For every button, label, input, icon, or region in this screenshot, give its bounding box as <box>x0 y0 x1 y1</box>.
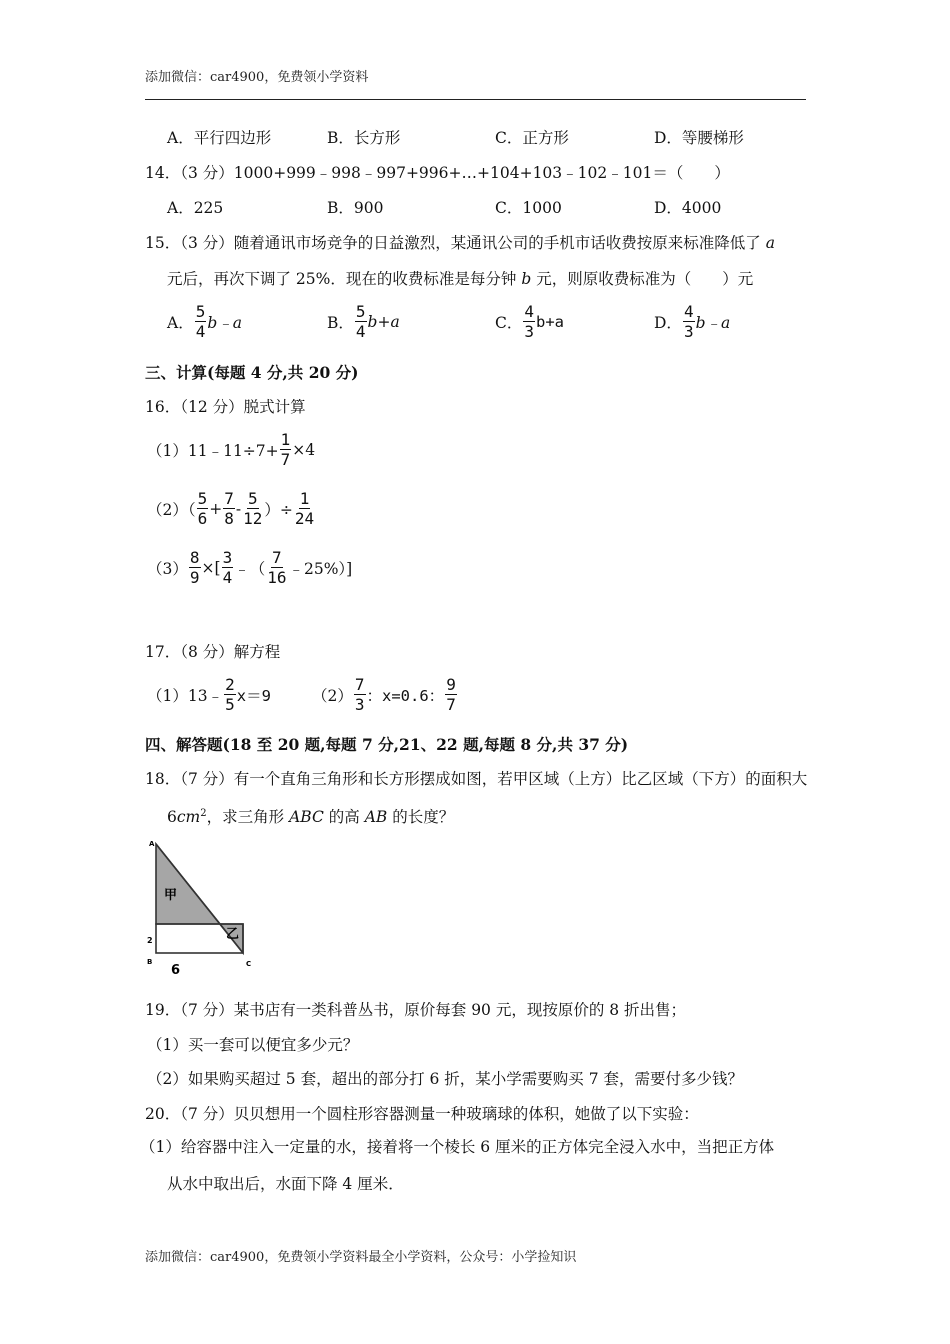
q17-stem: 17．（8 分）解方程 <box>145 643 281 661</box>
q14-stem: 14．（3 分）1000+999﹣998﹣997+996+…+104+103﹣102﹣101＝（ ） <box>145 164 730 182</box>
q13-option-c: C．正方形 <box>495 129 569 147</box>
q14-option-d: D．4000 <box>654 199 722 217</box>
q18-figure <box>140 836 260 978</box>
q17-part1: （1）13﹣ $\frac{2}{5}$ x＝9 <box>147 675 271 714</box>
q20-part1-line1: （1）给容器中注入一定量的水，接着将一个棱长 6 厘米的正方体完全浸入水中，当把正方体 <box>140 1138 775 1156</box>
page-header: 添加微信：car4900，免费领小学资料 <box>145 70 369 85</box>
header-rule <box>145 99 806 100</box>
label-c: C <box>246 960 252 968</box>
q15-line1: 15．（3 分）随着通讯市场竞争的日益激烈，某通讯公司的手机市话收费按原来标准降低了 a <box>145 234 775 252</box>
q19-part2: （2）如果购买超过 5 套，超出的部分打 6 折，某小学需要购买 7 套，需要付多少钱？ <box>147 1070 744 1088</box>
q15-line2: 元后，再次下调了 25%．现在的收费标准是每分钟 b 元，则原收费标准为（ ）元 <box>167 270 754 288</box>
q14-option-b: B．900 <box>327 199 384 217</box>
label-jia: 甲 <box>164 888 178 903</box>
label-six: 6 <box>171 963 181 978</box>
q16-part3: （3） $\frac{8}{9}$ ×[ $\frac{3}{4}$ ﹣（ $\frac{7}{16}$ ﹣25%）] <box>147 548 353 587</box>
q16-stem: 16．（12 分）脱式计算 <box>145 398 306 416</box>
q14-option-a: A．225 <box>167 199 224 217</box>
q15-option-c: C． $\frac{4}{3}$ b+a <box>495 302 565 341</box>
section4-title: 四、解答题(18 至 20 题,每题 7 分,21、22 题,每题 8 分,共 37 分) <box>145 735 629 754</box>
q19-stem: 19．（7 分）某书店有一类科普丛书，原价每套 90 元，现按原价的 8 折出售； <box>145 1001 687 1019</box>
q15-option-b: B． $\frac{5}{4}$ b+a <box>327 302 400 341</box>
q17-part2: （2） $\frac{7}{3}$ ：x=0.6： $\frac{9}{7}$ <box>312 675 456 714</box>
label-yi: 乙 <box>226 927 240 942</box>
q16-part1: （1）11﹣11÷7+ $\frac{1}{7}$ ×4 <box>147 430 316 469</box>
label-b: B <box>147 958 153 966</box>
q19-part1: （1）买一套可以便宜多少元？ <box>147 1036 359 1054</box>
q20-stem: 20．（7 分）贝贝想用一个圆柱形容器测量一种玻璃球的体积，她做了以下实验： <box>145 1105 699 1123</box>
q15-option-d: D． $\frac{4}{3}$ b﹣a <box>654 302 731 341</box>
q18-line1: 18．（7 分）有一个直角三角形和长方形摆成如图，若甲区域（上方）比乙区域（下方）的面积大 <box>145 770 808 788</box>
label-two: 2 <box>147 936 153 945</box>
q14-option-c: C．1000 <box>495 199 562 217</box>
page-footer: 添加微信：car4900，免费领小学资料最全小学资料，公众号：小学捡知识 <box>145 1250 577 1265</box>
section3-title: 三、计算(每题 4 分,共 20 分) <box>145 363 359 382</box>
q15-option-a: A． $\frac{5}{4}$ b﹣a <box>167 302 243 341</box>
label-a: A <box>149 840 155 848</box>
q13-option-d: D．等腰梯形 <box>654 129 744 147</box>
q13-option-a: A．平行四边形 <box>167 129 272 147</box>
q18-line2: $6cm^2$，求三角形 ABC 的高 AB 的长度？ <box>167 807 455 826</box>
q20-part1-line2: 从水中取出后，水面下降 4 厘米． <box>167 1175 404 1193</box>
q13-option-b: B．长方形 <box>327 129 401 147</box>
q16-part2: （2）（ $\frac{5}{6}$ + $\frac{7}{8}$ - $\frac{5}{12}$ ）÷ $\frac{1}{24}$ <box>147 489 315 528</box>
